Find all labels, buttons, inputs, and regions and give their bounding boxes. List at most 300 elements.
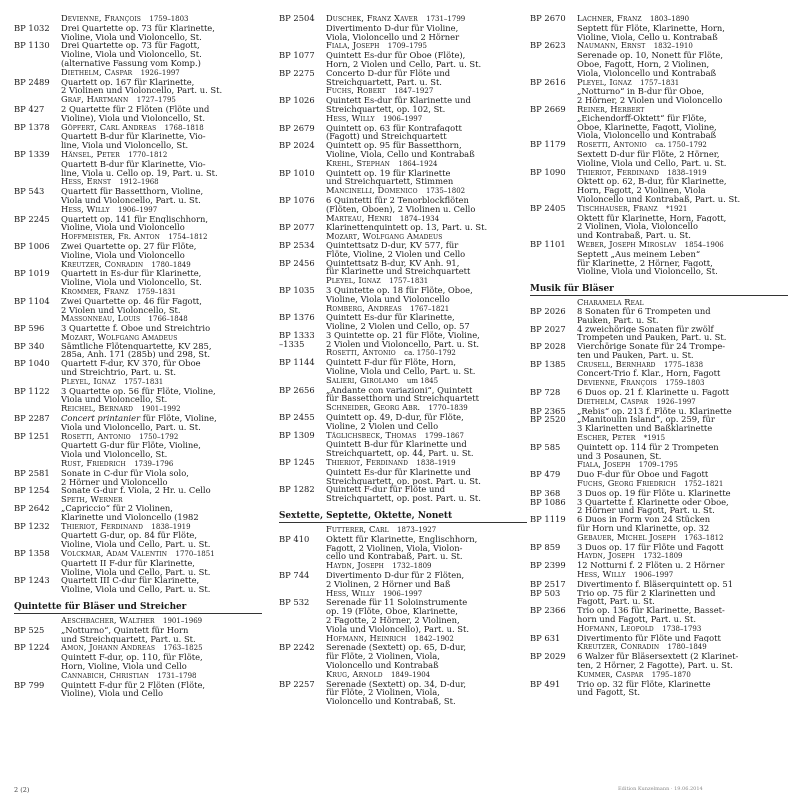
- work-description: Oboe, Klarinette, Fagott, Violine,: [577, 122, 717, 132]
- catalog-entry: [530, 388, 788, 397]
- catalog-entry: [530, 652, 788, 670]
- composer-line: [577, 433, 788, 443]
- composer-dates: 1926–1997: [140, 68, 180, 77]
- work-description: 6 Duos in Form von 24 Stücken: [577, 515, 711, 525]
- entry-body: [577, 624, 788, 634]
- entry-body: [577, 642, 788, 652]
- composer-line: [61, 123, 262, 133]
- work-description: 2 Violinen und Violoncello, Part. u. St.: [61, 86, 223, 96]
- catalog-entry: [530, 479, 788, 489]
- work-description: (Flöten, Oboen), 2 Violinen u. Cello: [326, 204, 476, 214]
- entry-body: [326, 186, 527, 196]
- catalog-number: BP 1032: [14, 22, 50, 33]
- catalog-entry: [530, 561, 788, 570]
- catalog-number: BP 2669: [530, 103, 566, 114]
- catalog-number: BP 799: [14, 679, 45, 690]
- entry-body: [61, 626, 262, 644]
- composer-line: [577, 670, 788, 680]
- work-description: op. 19 (Flöte, Oboe, Klarinette,: [326, 607, 458, 616]
- work-description: Oboe, Fagott, Horn, 2 Violinen,: [577, 59, 710, 69]
- catalog-entry: [14, 297, 262, 315]
- work-description: Quintett F-dur für 2 Flöten (Flöte,: [61, 680, 206, 690]
- work-description: Trio op. 32 für Flöte, Klarinette: [577, 679, 711, 689]
- catalog-entry: [530, 634, 788, 643]
- composer-name: Thieriot, Ferdinand: [61, 521, 144, 531]
- work-description: Violine, Viola und Violoncello: [61, 250, 185, 260]
- entry-body: [61, 333, 262, 342]
- catalog-entry: [14, 643, 262, 670]
- composer-line: [577, 105, 788, 114]
- entry-body: [61, 215, 262, 233]
- entry-body: [326, 589, 527, 599]
- entry-body: [326, 196, 527, 214]
- work-description: Fagott, Part. u. St.: [577, 597, 655, 607]
- composer-line: [326, 159, 527, 169]
- entry-body: [326, 232, 527, 241]
- catalog-number: BP 1035: [279, 284, 315, 295]
- work-description: Quartett in Es-dur für Klarinette,: [61, 269, 202, 279]
- catalog-number: BP 2405: [530, 202, 566, 213]
- work-description: Quintettsatz B-dur, KV Anh. 91,: [326, 258, 460, 268]
- entry-body: [61, 504, 262, 522]
- entry-body: [326, 413, 527, 431]
- composer-line: [326, 525, 527, 535]
- composer-dates: 1709–1795: [638, 461, 678, 470]
- composer-line: [577, 41, 788, 51]
- entry-body: [61, 260, 262, 270]
- composer-dates: 1738–1793: [662, 624, 702, 633]
- composer-line: [326, 14, 527, 24]
- work-description: Sämtliche Flötenquartette, KV 285,: [61, 341, 212, 351]
- composer-line: [326, 114, 527, 124]
- catalog-entry: [14, 387, 262, 405]
- entry-body: [577, 342, 788, 360]
- composer-name: Amon, Johann Andreas: [61, 643, 156, 653]
- composer-name: Thieriot, Ferdinand: [577, 167, 660, 177]
- composer-name: Massonneau, Louis: [61, 314, 141, 324]
- entry-body: [61, 68, 262, 78]
- entry-body: [577, 433, 788, 443]
- composer-name: Speth, Werner: [61, 495, 123, 505]
- composer-name: Marteau, Henri: [326, 213, 392, 223]
- composer-line: [61, 14, 262, 24]
- entry-body: [577, 298, 788, 307]
- catalog-entry: [279, 535, 527, 561]
- catalog-number: BP 2679: [279, 122, 315, 133]
- work-description: Drei Quartette op. 73 für Fagott,: [61, 41, 200, 51]
- work-description: Divertimento f. Bläserquintett op. 51: [577, 579, 734, 589]
- work-description: Divertimento D-dur für Violine,: [326, 23, 459, 33]
- entry-body: [326, 14, 527, 41]
- composer-name: Hofmann, Heinrich: [326, 633, 407, 643]
- catalog-number: BP 2257: [279, 678, 315, 689]
- composer-dates: 1832–1910: [653, 42, 693, 51]
- composer-line: [61, 232, 262, 242]
- composer-line: [61, 432, 262, 442]
- entry-body: [326, 358, 527, 376]
- section-heading: Musik für Bläser: [530, 284, 788, 296]
- work-description: 8 Sonaten für 6 Trompeten und: [577, 306, 711, 316]
- work-description: 2 Hörner, 2 Violen und Violoncello: [577, 96, 723, 105]
- work-description: Streichquartett, op. post. Part. u. St.: [326, 476, 481, 486]
- work-description: für Horn und Klarinette, op. 32: [577, 524, 710, 533]
- catalog-entry: [530, 460, 788, 470]
- work-description: Violine, Viola und Cello, Part. u. St.: [61, 567, 211, 577]
- work-description: 6 Walzer für Bläsersextett (2 Klarinet-: [577, 652, 739, 661]
- composer-name: Fuchs, Georg Friedrich: [577, 479, 676, 489]
- entry-body: [61, 177, 262, 187]
- entry-body: [326, 485, 527, 503]
- composer-name: Rosetti, Antonio: [61, 431, 131, 441]
- catalog-entry: [279, 304, 527, 314]
- catalog-number: BP 2623: [530, 40, 566, 51]
- entry-body: [577, 240, 788, 276]
- composer-dates: 1735–1802: [425, 187, 466, 196]
- composer-dates: *1915: [643, 434, 666, 443]
- work-description: Violine, Viola und Cello, Part. u. St.: [326, 367, 476, 376]
- catalog-number: BP 410: [279, 533, 310, 544]
- entry-body: [577, 570, 788, 580]
- work-description-rest: für Flöte, Violine,: [140, 414, 217, 423]
- entry-body: [61, 576, 262, 594]
- catalog-entry: [14, 123, 262, 150]
- entry-body: [326, 286, 527, 304]
- catalog-number: BP 2029: [530, 651, 566, 662]
- catalog-number: BP 1376: [279, 312, 315, 323]
- catalog-entry: [279, 159, 527, 169]
- entry-body: [326, 169, 527, 187]
- entry-body: [61, 187, 262, 205]
- composer-dates: 1767–1821: [410, 304, 450, 313]
- catalog-entry: [530, 415, 788, 433]
- catalog-number: BP 1101: [530, 238, 566, 249]
- entry-body: [326, 304, 527, 314]
- work-description: Quartett G-dur, op. 84 für Flöte,: [61, 531, 198, 541]
- catalog-number: BP 1122: [14, 385, 50, 396]
- work-description: line, Viola u. Cello op. 19, Part. u. St.: [61, 168, 218, 178]
- entry-body: [577, 652, 788, 670]
- composer-line: [577, 642, 788, 652]
- entry-body: [577, 589, 788, 607]
- entry-body: [577, 634, 788, 643]
- composer-line: [577, 204, 788, 214]
- composer-name: Fiala, Joseph: [326, 41, 380, 51]
- composer-dates: 1759–1803: [149, 15, 189, 23]
- entry-body: [61, 232, 262, 242]
- composer-name: Hess, Willy: [577, 570, 626, 580]
- composer-name: Devienne, François: [577, 378, 658, 388]
- work-description: Quintett Es-dur für Oboe (Flöte),: [326, 51, 466, 60]
- entry-body: [577, 407, 788, 416]
- catalog-entry: [279, 680, 527, 706]
- composer-dates: um 1845: [406, 376, 439, 385]
- entry-body: [326, 431, 527, 458]
- catalog-entry: [14, 269, 262, 287]
- work-description: Quintett op. 95 für Bassetthorn,: [326, 141, 462, 150]
- catalog-entry: [530, 680, 788, 698]
- catalog-number: BP 1245: [279, 457, 315, 468]
- work-description: Violine, Viola und Violoncello: [61, 223, 185, 233]
- catalog-entry: [14, 177, 262, 187]
- work-description: Quintett B-dur für Klarinette und: [326, 440, 467, 450]
- catalog-entry: [530, 325, 788, 343]
- entry-body: [61, 41, 262, 67]
- composer-name: Pleyel, Ignaz: [326, 276, 381, 286]
- composer-line: [61, 95, 262, 105]
- composer-dates: 1906–1997: [634, 571, 674, 580]
- work-description: 6 Duos op. 21 f. Klarinette u. Fagott: [577, 388, 730, 397]
- catalog-entry: [530, 397, 788, 407]
- work-description: Quintett op. 19 für Klarinette: [326, 168, 451, 178]
- work-description: Quintett Es-dur für Klarinette,: [326, 313, 455, 323]
- composer-line: [61, 671, 262, 681]
- work-description: 12 Notturni f. 2 Flöten u. 2 Hörner: [577, 561, 725, 571]
- work-description: ten und Pauken, Part. u. St.: [577, 350, 694, 360]
- catalog-entry: [14, 404, 262, 414]
- composer-dates: 1842–1902: [414, 634, 454, 643]
- entry-body: [577, 515, 788, 533]
- work-description: „Notturno“, Quintett für Horn: [61, 625, 189, 635]
- composer-name: Salieri, Girolamo: [326, 375, 399, 385]
- catalog-entry: [530, 14, 788, 41]
- composer-line: [326, 304, 527, 314]
- work-description: 2 Violinen, Viola, Violoncello: [577, 222, 698, 232]
- catalog-number: BP 479: [530, 469, 561, 480]
- entry-body: [577, 360, 788, 379]
- catalog-number: BP 1010: [279, 167, 315, 178]
- work-description: Streichquartett, Part. u. St.: [326, 77, 442, 87]
- composer-dates: 1759–1803: [665, 379, 705, 388]
- catalog-number: BP 1130: [14, 40, 50, 51]
- composer-line: [326, 214, 527, 224]
- composer-name: Schneider, Georg Abr.: [326, 403, 421, 413]
- catalog-entry: [14, 260, 262, 270]
- entry-body: [326, 114, 527, 124]
- work-description: [61, 414, 262, 423]
- catalog-number: BP 1104: [14, 295, 50, 306]
- work-description: 2 Quartette für 2 Flöten (Flöte und: [61, 104, 210, 114]
- work-description: 3 Klarinetten und Baßklarinette: [577, 424, 713, 434]
- entry-body: [61, 549, 262, 576]
- entry-body: [577, 470, 788, 479]
- catalog-entry: [279, 589, 527, 599]
- catalog-entry: [14, 314, 262, 324]
- composer-dates: 1739–1796: [134, 460, 174, 469]
- work-description: (alternative Fassung vom Komp.): [61, 58, 201, 68]
- entry-body: [61, 643, 262, 670]
- entry-body: [326, 670, 527, 680]
- catalog-number: BP 1378: [14, 121, 50, 132]
- composer-dates: 1731–1799: [426, 15, 466, 23]
- work-description: Horn, Violine, Viola und Cello: [61, 661, 187, 671]
- work-description: Quintett op. 49, D-dur, für Flöte,: [326, 413, 464, 422]
- work-description: Oktett op. 62, B-dur, für Klarinette,: [577, 177, 727, 187]
- work-description: Serenade (Sextett) op. 34, D-dur,: [326, 679, 467, 689]
- work-description: Violine, Viola und Violoncello, St.: [61, 32, 202, 42]
- composer-line: [326, 403, 527, 413]
- composer-line: [61, 68, 262, 78]
- catalog-entry: [14, 671, 262, 681]
- work-description: Viola und Violoncello, St.: [61, 450, 168, 460]
- catalog-entry: [279, 525, 527, 535]
- work-description: Violine), Viola und Violoncello, St.: [61, 113, 206, 123]
- composer-line: [326, 589, 527, 599]
- entry-body: [61, 404, 262, 414]
- work-description: „Capriccio“ für 2 Violinen,: [61, 504, 173, 513]
- composer-dates: 1759–1831: [136, 287, 177, 296]
- composer-dates: 1795–1870: [651, 670, 691, 679]
- composer-dates: 1906–1997: [383, 114, 423, 123]
- catalog-number: BP 1339: [14, 148, 50, 159]
- entry-body: [61, 681, 262, 699]
- work-description: Streichquartett, op. 102, St.: [326, 104, 446, 114]
- catalog-entry: [14, 681, 262, 699]
- composer-line: [61, 549, 262, 559]
- work-description: 6 Quintetti für 2 Tenorblockflöten: [326, 195, 469, 205]
- catalog-number: BP 2028: [530, 341, 566, 352]
- work-description: für Klarinette, 2 Hörner, Fagott,: [577, 258, 713, 268]
- composer-name: Pleyel, Ignaz: [577, 77, 632, 87]
- composer-line: [577, 378, 788, 388]
- entry-body: [577, 397, 788, 407]
- entry-body: [577, 551, 788, 561]
- catalog-entry: [279, 643, 527, 669]
- composer-line: [326, 376, 527, 386]
- entry-body: [61, 387, 262, 405]
- entry-body: [577, 561, 788, 570]
- catalog-number: BP 1333: [279, 329, 315, 340]
- composer-name: Cannabich, Christian: [61, 670, 150, 680]
- catalog-entry: [279, 376, 527, 386]
- composer-dates: *1921: [666, 204, 688, 213]
- catalog-number: BP 1040: [14, 358, 50, 369]
- work-description: Quartett für Bassetthorn, Violine,: [61, 187, 204, 196]
- entry-body: [61, 205, 262, 215]
- catalog-entry: [14, 187, 262, 205]
- composer-dates: 1803–1890: [649, 15, 690, 23]
- catalog-entry: [279, 241, 527, 259]
- work-description: 3 Duos op. 19 für Flöte u. Klarinette: [577, 488, 731, 498]
- work-description: 3 Duos op. 17 für Flöte und Fagott: [577, 542, 724, 552]
- work-description: Violine, Viola, Cello u. Kontrabaß: [577, 32, 718, 42]
- work-description: für Flöte, 2 Violinen, Viola,: [326, 688, 440, 698]
- entry-body: [326, 331, 527, 340]
- composer-name: Tischhauser, Franz: [577, 203, 658, 213]
- catalog-number: BP 585: [530, 441, 561, 452]
- catalog-number: BP 1254: [14, 485, 50, 496]
- composer-dates: 1770–1812: [128, 150, 168, 159]
- entry-body: [577, 325, 788, 343]
- catalog-entry: [279, 86, 527, 96]
- catalog-number: BP 1026: [279, 95, 315, 106]
- composer-line: [61, 150, 262, 160]
- composer-name: Graf, Hartmann: [61, 95, 129, 105]
- catalog-entry: [279, 141, 527, 159]
- catalog-entry: [14, 377, 262, 387]
- entry-body: [326, 51, 527, 69]
- work-description: Quintett Es-dur für Klarinette und: [326, 96, 471, 105]
- entry-body: [326, 376, 527, 386]
- catalog-entry: [279, 186, 527, 196]
- catalog-number: BP 2670: [530, 13, 566, 23]
- work-description: 3 Quartette f. Klarinette oder Oboe,: [577, 497, 729, 507]
- catalog-number: BP 2534: [279, 239, 315, 250]
- entry-body: [577, 388, 788, 397]
- catalog-entry: [279, 69, 527, 87]
- catalog-entry: [279, 561, 527, 571]
- composer-dates: 1768–1818: [164, 123, 204, 132]
- entry-body: [326, 214, 527, 224]
- catalog-number: BP 2520: [530, 414, 566, 425]
- composer-dates: 1838–1919: [151, 522, 191, 531]
- catalog-number: BP 503: [530, 587, 561, 598]
- entry-body: [61, 459, 262, 469]
- work-description: horn und Fagott, Part. u. St.: [577, 615, 696, 624]
- catalog-number: BP 859: [530, 541, 561, 552]
- composer-name: Täglichsbeck, Thomas: [326, 430, 417, 440]
- composer-name: Volckmar, Adam Valentin: [61, 549, 168, 559]
- catalog-entry: [279, 196, 527, 214]
- catalog-number: BP 1224: [14, 642, 50, 653]
- composer-line: [577, 298, 788, 307]
- composer-line: [61, 177, 262, 187]
- composer-dates: 1752–1821: [684, 480, 724, 489]
- catalog-number: BP 2656: [279, 384, 315, 395]
- catalog-entry: [530, 378, 788, 388]
- composer-name: Weber, Joseph Miroslav: [577, 239, 677, 249]
- catalog-number: BP 1243: [14, 575, 50, 586]
- work-description: Trio op. 75 für 2 Klarinetten und: [577, 588, 716, 598]
- composer-name: Diethelm, Caspar: [61, 67, 133, 77]
- catalog-number: BP 1309: [279, 429, 315, 440]
- work-description: und Streichquartett, Stimmen: [326, 177, 454, 187]
- entry-body: [61, 616, 262, 626]
- composer-name: Futterer, Carl: [326, 525, 389, 535]
- work-description: Quintett op. 114 für 2 Trompeten: [577, 442, 719, 452]
- work-description: Violine), Viola und Cello: [61, 689, 164, 699]
- catalog-entry: [14, 232, 262, 242]
- composer-line: [577, 533, 788, 543]
- entry-body: [61, 314, 262, 324]
- entry-body: [577, 606, 788, 624]
- catalog-column-2: [279, 14, 527, 706]
- entry-body: [61, 324, 262, 333]
- work-description: Quartett III C-dur für Klarinette,: [61, 576, 200, 586]
- work-description: Quartett II F-dur für Klarinette,: [61, 558, 195, 568]
- catalog-entry: [14, 78, 262, 96]
- work-description: (Fagott) und Streichquartett: [326, 132, 447, 142]
- catalog-number: BP 2504: [279, 13, 315, 23]
- work-description: Quartett op. 141 für Englischhorn,: [61, 214, 209, 224]
- work-description: Violine, Viola und Cello, Part. u. St.: [61, 540, 211, 550]
- catalog-entry: [530, 360, 788, 379]
- catalog-number: BP 728: [530, 387, 561, 398]
- catalog-number: BP 2616: [530, 76, 566, 87]
- composer-dates: 1775–1838: [663, 360, 704, 369]
- entry-body: [577, 443, 788, 461]
- catalog-entry: [279, 431, 527, 458]
- composer-dates: 1847–1927: [394, 87, 434, 96]
- composer-name: Hofmann, Leopold: [577, 623, 654, 633]
- catalog-entry: [530, 307, 788, 325]
- composer-line: [577, 168, 788, 178]
- catalog-number: BP 2399: [530, 560, 566, 571]
- work-description: Violine, Viola und Violoncello, St.: [61, 278, 202, 287]
- entry-body: [577, 140, 788, 167]
- composer-dates: 1757–1831: [124, 377, 164, 386]
- catalog-number: BP 631: [530, 632, 561, 643]
- work-description: 2 Violen und Violoncello, Part. u. St.: [326, 339, 480, 349]
